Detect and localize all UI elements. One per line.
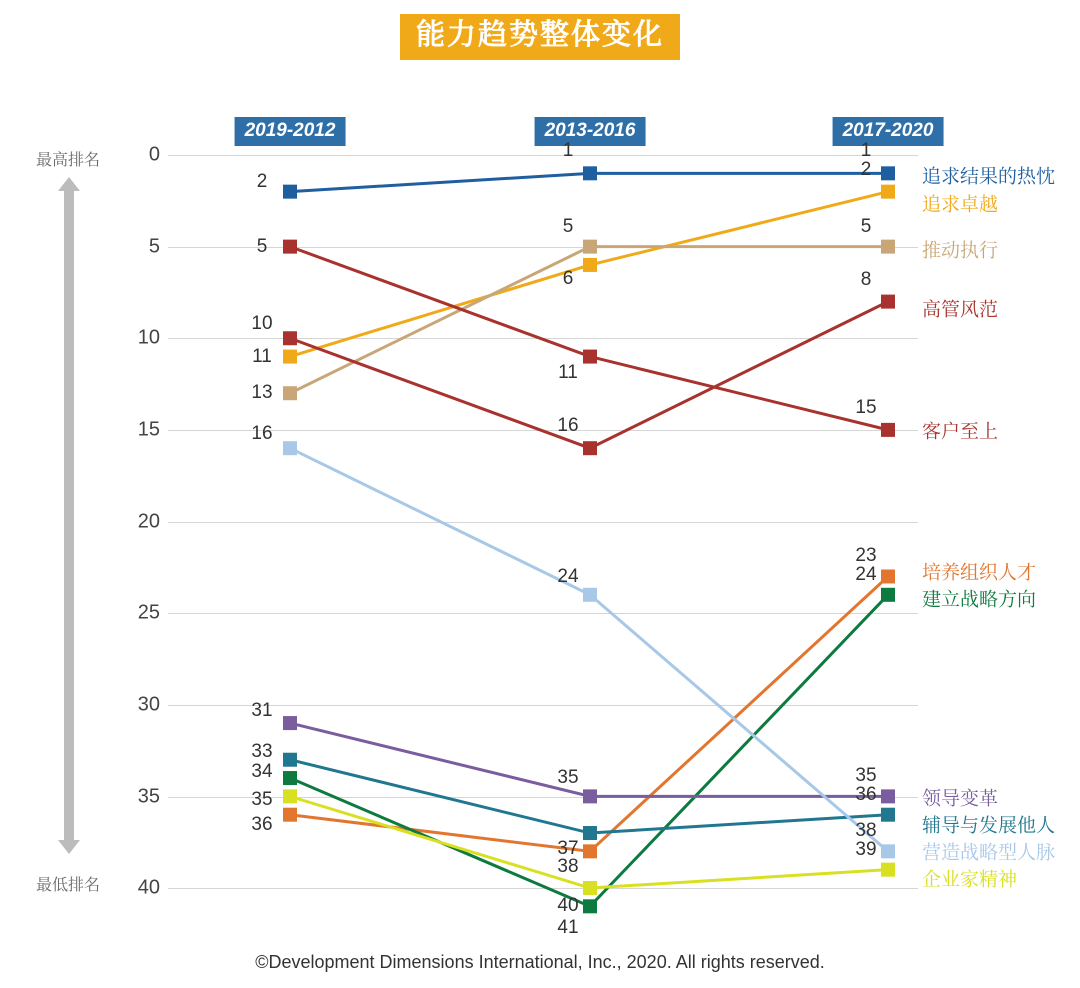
data-point-marker [583,258,597,272]
data-point-label: 39 [855,838,877,860]
data-point-label: 13 [251,382,273,404]
series-line [290,576,888,851]
series-line [290,192,888,357]
series-label-4: 客户至上 [922,421,999,443]
period-header-3: 2017-2020 [833,117,944,146]
data-point-label: 35 [557,767,579,789]
lowest-rank-note: 最低排名 [36,877,101,894]
data-point-marker [583,588,597,602]
data-point-marker [283,716,297,730]
ytick-30: 30 [137,693,160,716]
series-label-0: 追求结果的热忱 [922,166,1056,188]
data-point-marker [283,386,297,400]
data-point-marker [583,844,597,858]
data-point-label: 38 [855,820,877,842]
data-point-label: 33 [251,740,273,762]
data-point-label: 5 [562,215,574,237]
series-label-5: 培养组织人才 [922,562,1037,584]
data-point-label: 41 [557,917,579,939]
data-point-label: 5 [256,235,268,257]
period-header-1: 2019-2012 [235,117,346,146]
data-point-marker [283,350,297,364]
data-point-marker [283,808,297,822]
data-point-marker [881,295,895,309]
copyright-footer: ©Development Dimensions International, Inc., 2020. All rights reserved. [255,952,825,972]
data-point-label: 6 [562,267,574,289]
data-point-label: 35 [251,789,273,811]
series-label-10: 企业家精神 [922,869,1018,891]
data-point-label: 40 [557,895,579,916]
data-point-marker [881,240,895,254]
data-point-marker [283,331,297,345]
data-point-marker [283,753,297,767]
ytick-15: 15 [137,418,160,441]
data-point-label: 37 [557,838,579,860]
data-point-label: 24 [855,563,877,585]
data-point-label: 34 [251,761,273,783]
series-label-3: 高管风范 [922,299,999,321]
data-point-label: 10 [251,313,273,335]
ytick-5: 5 [148,235,160,258]
series-label-1: 追求卓越 [922,194,999,216]
page-title: 能力趋势整体变化 [400,14,680,60]
data-point-label: 2 [256,170,268,192]
ytick-20: 20 [137,510,160,533]
data-point-marker [283,240,297,254]
data-point-marker [583,789,597,803]
ytick-10: 10 [137,326,160,349]
data-point-label: 5 [860,215,872,237]
data-point-marker [881,166,895,180]
data-point-marker [283,771,297,785]
data-point-marker [583,881,597,895]
series-line [290,302,888,449]
data-point-label: 24 [557,565,579,587]
data-point-label: 15 [855,396,877,418]
data-point-marker [583,240,597,254]
ytick-40: 40 [137,876,160,899]
data-point-marker [881,789,895,803]
ytick-25: 25 [137,601,160,624]
data-point-label: 1 [562,140,574,162]
series-label-9: 营造战略型人脉 [922,842,1056,864]
series-label-2: 推动执行 [922,240,999,262]
data-point-label: 36 [855,783,877,805]
data-point-label: 11 [558,361,578,383]
data-point-marker [283,185,297,199]
data-point-marker [881,185,895,199]
ytick-0: 0 [148,143,160,166]
series-label-7: 领导变革 [922,788,999,810]
series-line [290,723,888,796]
data-point-label: 2 [860,158,872,180]
data-point-marker [881,423,895,437]
data-point-marker [881,844,895,858]
highest-rank-note: 最高排名 [36,152,101,169]
period-header-2: 2013-2016 [535,117,646,146]
data-point-label: 36 [251,813,273,835]
series-line [290,796,888,888]
data-point-marker [583,166,597,180]
data-point-marker [583,899,597,913]
data-point-marker [881,863,895,877]
data-point-marker [283,441,297,455]
data-point-marker [881,808,895,822]
data-point-marker [881,588,895,602]
data-point-marker [583,441,597,455]
data-point-label: 1 [860,140,872,162]
series-label-6: 建立战略方向 [922,589,1037,611]
data-point-marker [283,789,297,803]
data-point-label: 38 [557,856,579,878]
data-point-label: 16 [251,423,273,445]
series-line [290,247,888,430]
data-point-marker [583,350,597,364]
data-point-label: 35 [855,765,877,787]
series-label-8: 辅导与发展他人 [922,815,1056,837]
data-point-label: 11 [252,345,272,367]
data-point-marker [881,569,895,583]
data-point-label: 8 [860,268,872,290]
data-point-marker [583,826,597,840]
data-point-label: 23 [855,545,877,567]
ytick-35: 35 [137,785,160,808]
series-line [290,595,888,907]
data-point-label: 16 [557,415,579,437]
data-point-label: 31 [251,700,273,722]
